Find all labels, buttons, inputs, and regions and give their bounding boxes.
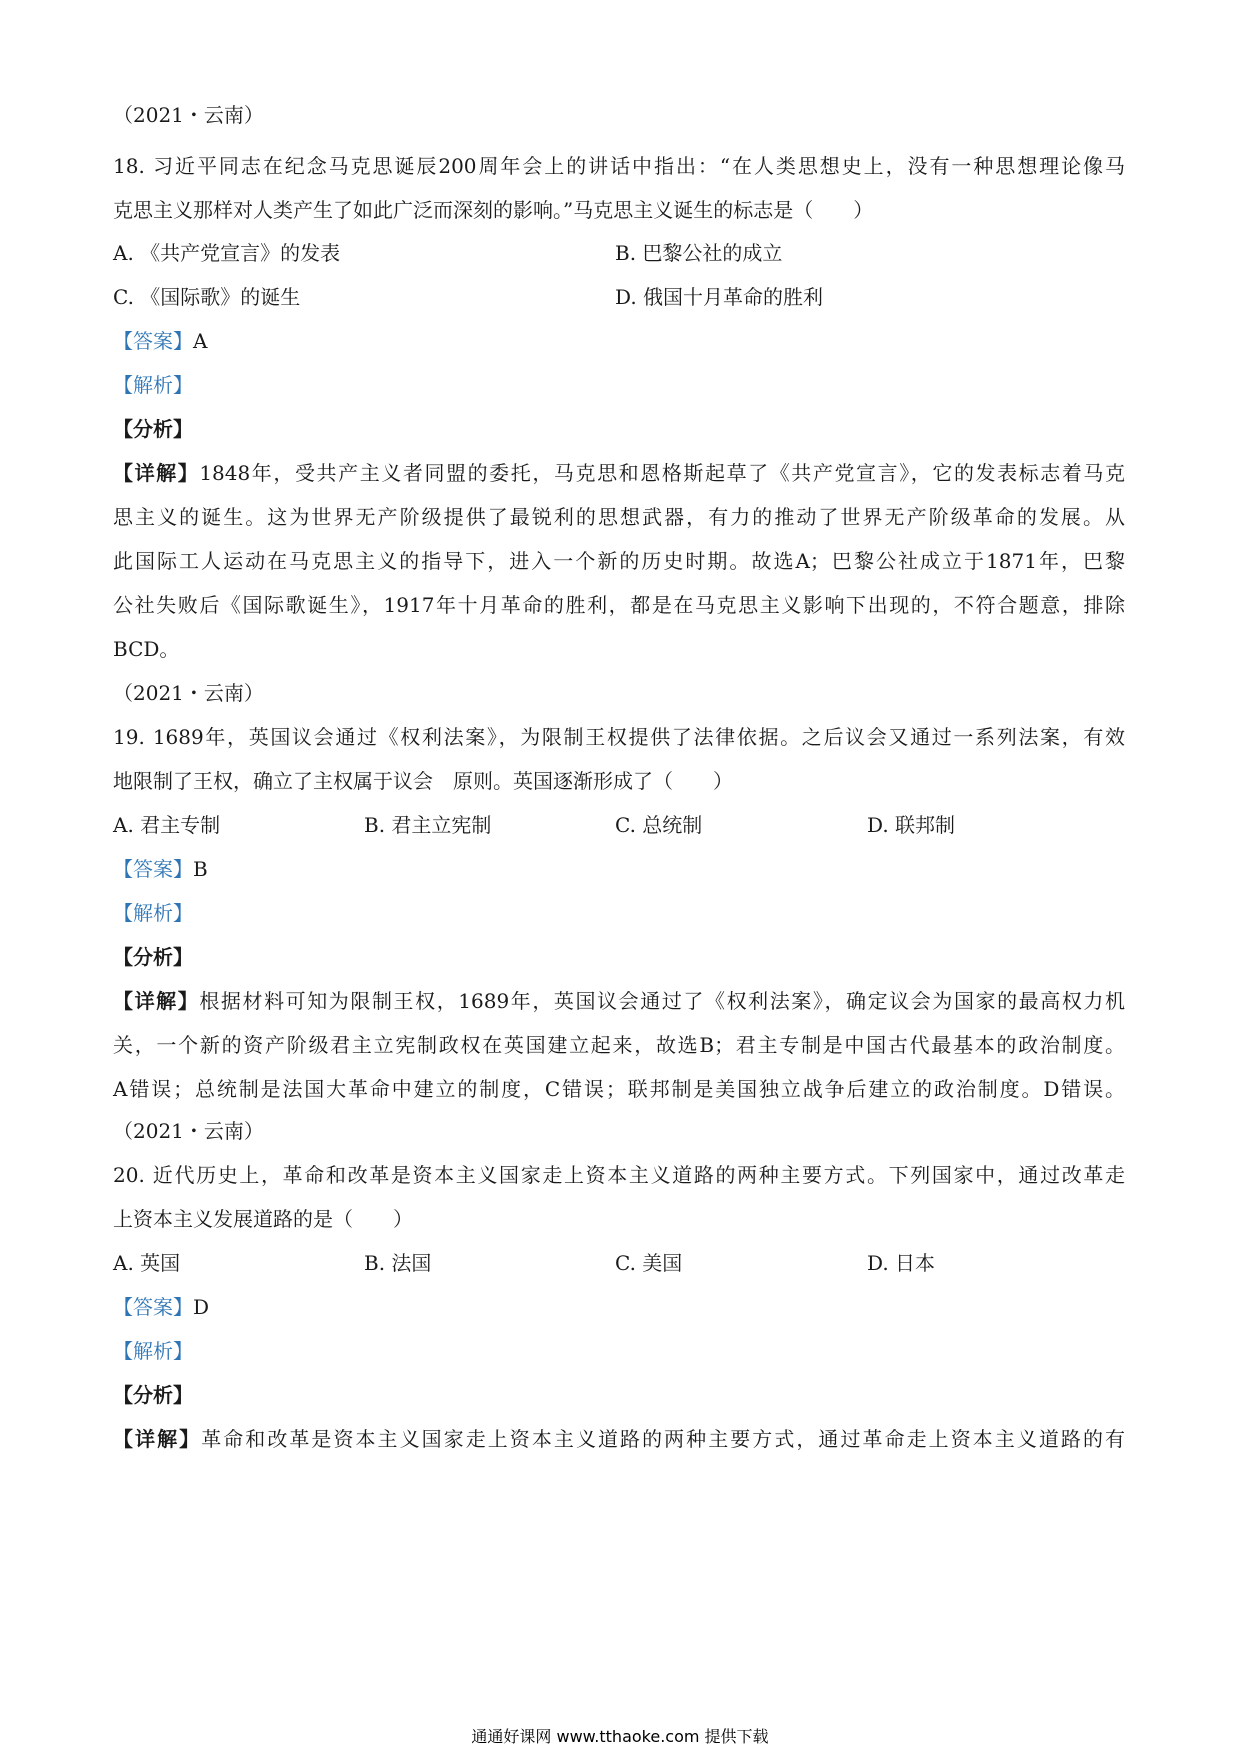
q18-detail-line-5: BCD。 [113, 637, 180, 661]
q19-option-c: C. 总统制 [615, 813, 703, 837]
q20-answer [113, 1292, 209, 1322]
detail-line-1: 1848年，受共产主义者同盟的委托，马克思和恩格斯起草了《共产党宣言》，它的发表标志着马克 [199, 461, 1126, 485]
answer-value: B [193, 857, 208, 881]
detail-label: 【详解】 [113, 461, 200, 485]
answer-label: 【答案】 [113, 1295, 193, 1319]
q18-fenxi-label: 【分析】 [113, 417, 193, 441]
q18-detail-line-3: 此国际工人运动在马克思主义的指导下，进入一个新的历史时期。故选A；巴黎公社成立于1871年，巴黎 [113, 549, 1125, 573]
q20-option-d: D. 日本 [867, 1251, 936, 1275]
detail-line-1: 根据材料可知为限制王权，1689年，英国议会通过了《权利法案》，确定议会为国家的最高权力机 [199, 989, 1126, 1013]
q19-fenxi-label: 【分析】 [113, 945, 193, 969]
q18-stem-line-1: 18. 习近平同志在纪念马克思诞辰200周年会上的讲话中指出：“在人类思想史上，没有一种思想理论像马 [113, 154, 1125, 178]
q19-option-d: D. 联邦制 [867, 813, 956, 837]
q19-answer [113, 854, 208, 884]
q18-answer [113, 326, 207, 356]
answer-label: 【答案】 [113, 329, 193, 353]
q18-jiexi-label: 【解析】 [113, 373, 193, 397]
answer-value: D [193, 1295, 210, 1319]
q20-option-c: C. 美国 [615, 1251, 683, 1275]
q18-option-d: D. 俄国十月革命的胜利 [615, 285, 824, 309]
q19-detail-line-3: A错误；总统制是法国大革命中建立的制度，C错误；联邦制是美国独立战争后建立的政治制度。D错误。 [113, 1077, 1125, 1101]
answer-label: 【答案】 [113, 857, 193, 881]
q19-stem-line-2: 地限制了王权，确立了主权属于议会 原则。英国逐渐形成了（ ） [113, 769, 733, 793]
q20-source: （2021・云南） [113, 1119, 264, 1143]
q18-option-b: B. 巴黎公社的成立 [615, 241, 783, 265]
q18-stem-line-2: 克思主义那样对人类产生了如此广泛而深刻的影响。”马克思主义诞生的标志是（ ） [113, 198, 874, 222]
page-footer: 通通好课网 www.tthaoke.com 提供下载 [471, 1727, 769, 1746]
detail-line-1: 革命和改革是资本主义国家走上资本主义道路的两种主要方式，通过革命走上资本主义道路的有 [201, 1427, 1126, 1451]
q18-detail-line-2: 思主义的诞生。这为世界无产阶级提供了最锐利的思想武器，有力的推动了世界无产阶级革命的发展。从 [113, 505, 1125, 529]
q19-detail-line-2: 关，一个新的资产阶级君主立宪制政权在英国建立起来，故选B；君主专制是中国古代最基本的政治制度。 [113, 1033, 1125, 1057]
q19-jiexi-label: 【解析】 [113, 901, 193, 925]
q20-option-b: B. 法国 [364, 1251, 432, 1275]
q20-stem-line-2: 上资本主义发展道路的是（ ） [113, 1207, 413, 1231]
q19-option-b: B. 君主立宪制 [364, 813, 492, 837]
q19-stem-line-1: 19. 1689年，英国议会通过《权利法案》，为限制王权提供了法律依据。之后议会又通过一系列法案，有效 [113, 725, 1125, 749]
q18-detail-line-4: 公社失败后《国际歌诞生》，1917年十月革命的胜利，都是在马克思主义影响下出现的，不符合题意，排除 [113, 593, 1125, 617]
q18-detail [113, 458, 1125, 488]
answer-value: A [193, 329, 208, 353]
q20-jiexi-label: 【解析】 [113, 1339, 193, 1363]
q20-stem-line-1: 20. 近代历史上，革命和改革是资本主义国家走上资本主义道路的两种主要方式。下列国家中，通过改革走 [113, 1163, 1125, 1187]
q18-option-a: A. 《共产党宣言》的发表 [113, 241, 341, 265]
q18-source: （2021・云南） [113, 103, 264, 127]
q20-detail [113, 1424, 1125, 1454]
q20-option-a: A. 英国 [113, 1251, 181, 1275]
q20-fenxi-label: 【分析】 [113, 1383, 193, 1407]
detail-label: 【详解】 [113, 1427, 202, 1451]
q19-source: （2021・云南） [113, 681, 264, 705]
q19-detail [113, 986, 1125, 1016]
detail-label: 【详解】 [113, 989, 200, 1013]
q19-option-a: A. 君主专制 [113, 813, 221, 837]
q18-option-c: C. 《国际歌》的诞生 [113, 285, 301, 309]
